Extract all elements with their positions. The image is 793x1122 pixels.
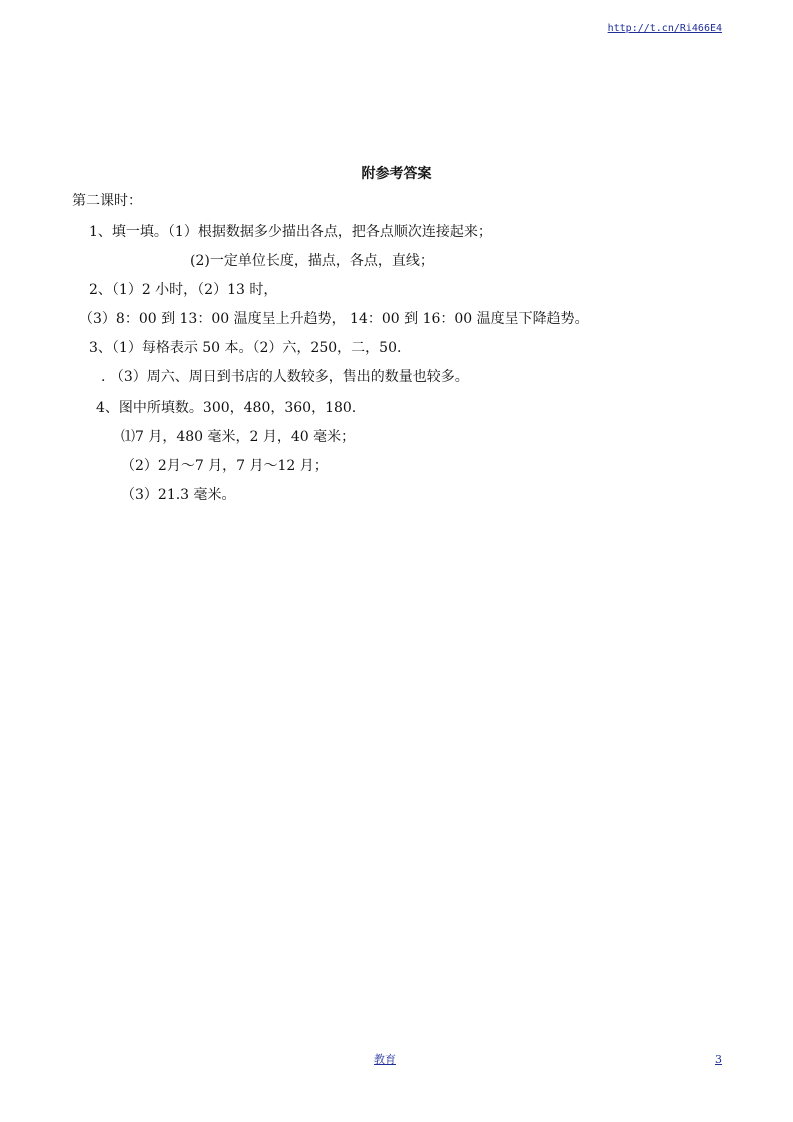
- answer-line: 3、（1）每格表示 50 本。（2）六，250，二，50.: [89, 340, 402, 356]
- answer-line: . （3）周六、周日到书店的人数较多，售出的数量也较多。: [101, 369, 469, 385]
- answer-line: 2、（1）2 小时，（2）13 时，: [89, 282, 278, 298]
- page-number[interactable]: 3: [715, 1053, 722, 1066]
- answer-line: (2)一定单位长度，描点，各点，直线；: [190, 253, 434, 269]
- answer-line: （2）2月～7 月，7 月～12 月；: [121, 458, 328, 474]
- footer-link[interactable]: 教育: [374, 1053, 396, 1066]
- section-heading: 第二课时：: [72, 193, 142, 209]
- answer-line: ⑴7 月，480 毫米，2 月，40 毫米；: [121, 429, 356, 445]
- page-title: 附参考答案: [361, 166, 432, 182]
- answer-line: （3）21.3 毫米。: [121, 487, 236, 503]
- answer-line: 4、图中所填数。300，480，360，180.: [96, 400, 357, 416]
- answer-line: （3）8：00 到 13：00 温度呈上升趋势， 14：00 到 16：00 温度呈下降趋势。: [79, 311, 589, 327]
- answer-line: 1、填一填。（1）根据数据多少描出各点，把各点顺次连接起来；: [89, 224, 492, 240]
- header-link[interactable]: http://t.cn/Ri466E4: [607, 23, 722, 34]
